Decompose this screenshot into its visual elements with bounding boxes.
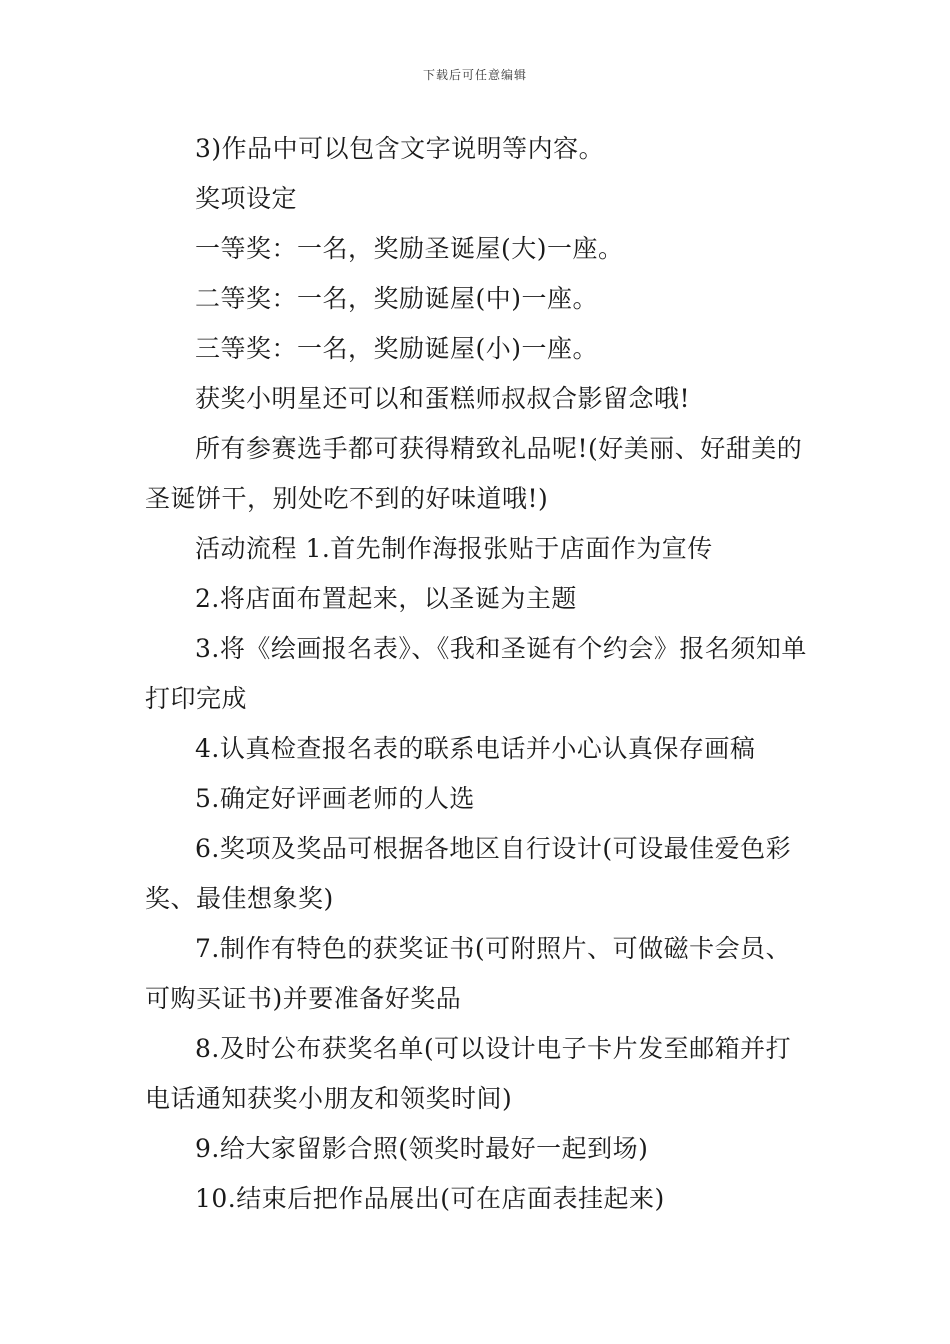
paragraph-process-4: 4.认真检查报名表的联系电话并小心认真保存画稿 [195,734,756,763]
paragraph-process-7: 7.制作有特色的获奖证书(可附照片、可做磁卡会员、可购买证书)并要准备好奖品 [145,934,792,1013]
page-header: 下载后可任意编辑 [422,68,527,82]
paragraph-third-prize: 三等奖：一名，奖励诞屋(小)一座。 [195,334,599,363]
paragraph-process-6: 6.奖项及奖品可根据各地区自行设计(可设最佳爱色彩奖、最佳想象奖) [145,834,792,913]
paragraph-process-1: 活动流程 1.首先制作海报张贴于店面作为宣传 [195,534,713,563]
paragraph-process-8: 8.及时公布获奖名单(可以设计电子卡片发至邮箱并打电话通知获奖小朋友和领奖时间) [145,1034,792,1113]
paragraph-process-9: 9.给大家留影合照(领奖时最好一起到场) [195,1134,649,1163]
paragraph-winner-photo: 获奖小明星还可以和蛋糕师叔叔合影留念哦! [195,384,691,413]
paragraph-awards-heading: 奖项设定 [195,184,298,213]
paragraph-first-prize: 一等奖：一名，奖励圣诞屋(大)一座。 [195,234,624,263]
paragraph-process-10: 10.结束后把作品展出(可在店面表挂起来) [195,1184,665,1213]
paragraph-process-2: 2.将店面布置起来，以圣诞为主题 [195,584,577,613]
paragraph-all-gifts: 所有参赛选手都可获得精致礼品呢!(好美丽、好甜美的圣诞饼干，别处吃不到的好味道哦!) [145,434,803,513]
paragraph-process-5: 5.确定好评画老师的人选 [195,784,475,813]
paragraph-second-prize: 二等奖：一名，奖励诞屋(中)一座。 [195,284,599,313]
document-body [145,124,810,1224]
paragraph-process-3: 3.将《绘画报名表》、《我和圣诞有个约会》报名须知单打印完成 [145,634,807,713]
paragraph-work-content: 3)作品中可以包含文字说明等内容。 [195,134,605,163]
